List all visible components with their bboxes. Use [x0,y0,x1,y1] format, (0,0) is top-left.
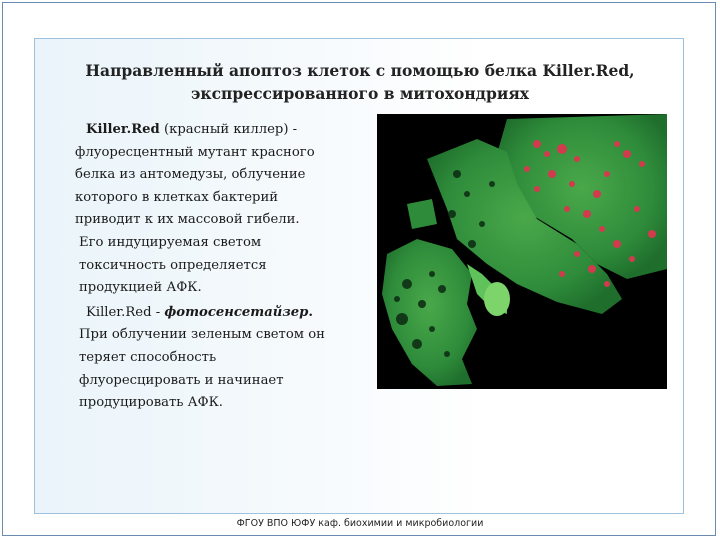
para2-line: При облучении зеленым светом он [79,327,325,343]
micrograph-svg [377,114,667,389]
footer-text: ФГОУ ВПО ЮФУ каф. биохимии и микробиологии [236,518,484,529]
para1-line: продукцией АФК. [79,280,202,296]
para1-lead-rest: (красный киллер) - [159,122,298,137]
title-line-1: Направленный апоптоз клеток с помощью белка Killer.Red, [85,61,635,80]
title-line-2: экспрессированного в митохондриях [190,84,530,103]
para2-line: флуоресцировать и начинает [79,372,284,388]
photosensitizer-term: фотосенсетайзер [164,304,309,320]
para1-line: токсичность определяется [79,257,267,273]
micrograph-image [377,114,667,389]
cell-small-left [407,199,437,229]
para1-line: Его индуцируемая светом [79,234,262,250]
body-text [75,119,375,415]
para1-line: приводит к их массовой гибели. [75,212,300,228]
para1-line: флуоресцентный мутант красного [75,144,315,160]
para2-line: теряет способность [79,349,217,365]
para2-line: продуцировать АФК. [79,395,223,411]
slide-panel [34,38,684,514]
para2-lead: Killer.Red - [86,304,165,320]
slide-title [35,59,685,105]
killerred-term: Killer.Red [86,122,160,137]
para1-line: белка из антомедузы, облучение [75,167,306,183]
para2-first-line [75,302,375,325]
para1-line: которого в клетках бактерий [75,189,279,205]
para2-period: . [308,304,313,320]
para1-first-line [75,119,375,142]
cell-bright-blob [484,282,510,316]
